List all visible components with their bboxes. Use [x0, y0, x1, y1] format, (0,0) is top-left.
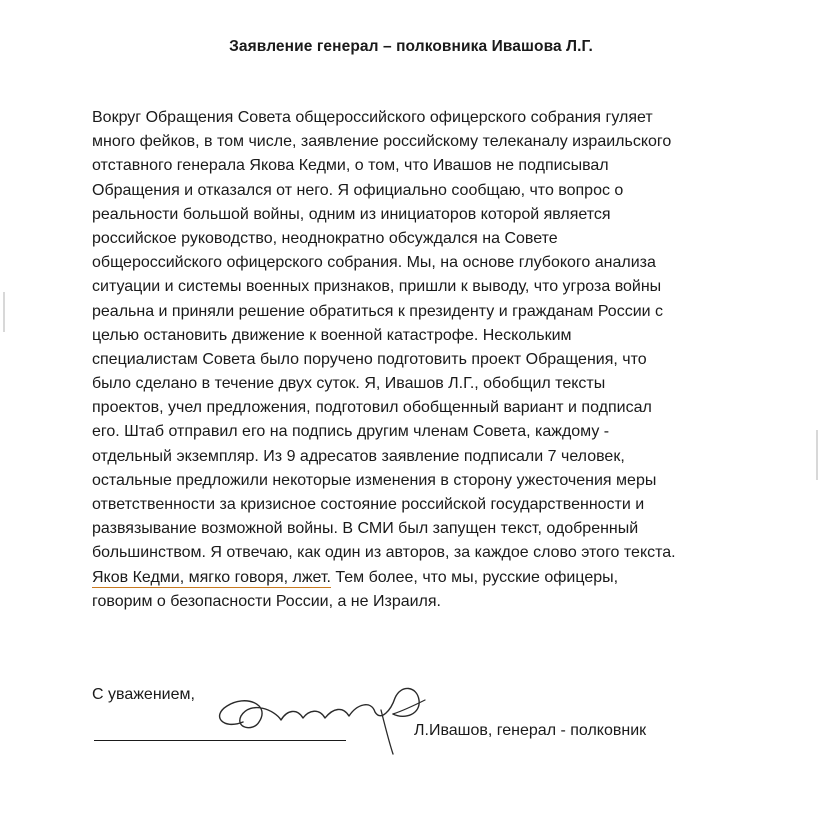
body-line: остальные предложили некоторые изменения в сторону ужесточения меры [92, 471, 657, 489]
body-line: ответственности за кризисное состояние российской государственности и [92, 496, 645, 513]
body-line-continuation: Тем более, что мы, русские офицеры, [330, 568, 619, 586]
body-line: специалистам Совета было поручено подготовить проект Обращения, что [92, 350, 647, 368]
body-line: развязывание возможной войны. В СМИ был запущен текст, одобренный [92, 520, 639, 538]
body-line-underlined [92, 566, 762, 590]
underlined-statement: Яков Кедми, мягко говоря, лжет. [92, 568, 331, 586]
body-line-final: говорим о безопасности России, а не Израиля. [92, 592, 441, 610]
body-line: большинством. Я отвечаю, как один из авторов, за каждое слово этого текста. [92, 544, 676, 562]
body-line: отставного генерала Якова Кедми, о том, что Ивашов не подписывал [92, 157, 609, 175]
body-line: российское руководство, неоднократно обсуждался на Совете [92, 229, 558, 247]
body-line: проектов, учел предложения, подготовил обобщенный вариант и подписал [92, 399, 652, 417]
document-title: Заявление генерал – полковника Ивашова Л.Г. [229, 38, 593, 55]
scan-edge-mark [3, 292, 5, 332]
body-line: целью остановить движение к военной катастрофе. Нескольким [92, 326, 572, 344]
signature-line [94, 740, 346, 741]
body-line: Обращения и отказался от него. Я официально сообщаю, что вопрос о [92, 181, 624, 199]
body-line: много фейков, в том числе, заявление российскому телеканалу израильского [92, 133, 672, 151]
signer-name: Л.Ивашов, генерал - полковник [414, 722, 647, 739]
body-line: реальна и приняли решение обратиться к президенту и гражданам России с [92, 302, 664, 320]
body-line: ситуации и системы военных признаков, пришли к выводу, что угроза войны [92, 278, 662, 296]
scan-edge-mark [816, 430, 818, 480]
body-line: реальности большой войны, одним из инициаторов которой является [92, 205, 611, 223]
body-line: его. Штаб отправил его на подпись другим членам Совета, каждому - [92, 423, 610, 441]
handwritten-signature [205, 670, 445, 760]
body-line: отдельный экземпляр. Из 9 адресатов заявление подписали 7 человек, [92, 447, 625, 465]
letter-body [92, 106, 762, 614]
body-line: общероссийского офицерского собрания. Мы, на основе глубокого анализа [92, 254, 656, 272]
body-line: Вокруг Обращения Совета общероссийского офицерского собрания гуляет [92, 109, 653, 126]
closing-salutation: С уважением, [92, 686, 195, 703]
body-line: было сделано в течение двух суток. Я, Ивашов Л.Г., обобщил тексты [92, 375, 606, 393]
